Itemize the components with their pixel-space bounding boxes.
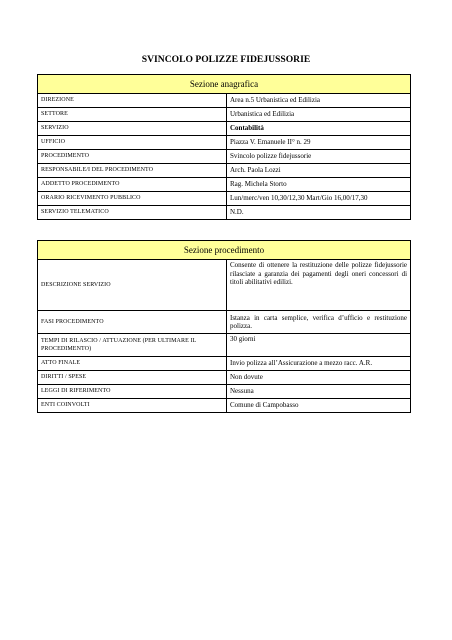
row-label-addetto: ADDETTO PROCEDIMENTO <box>38 178 227 192</box>
row-value-atto-finale: Invio polizza all’Assicurazione a mezzo racc. A.R. <box>227 357 411 371</box>
section-anagrafica-table <box>37 74 411 220</box>
table-row <box>38 399 411 413</box>
table-row <box>38 150 411 164</box>
table-row <box>38 206 411 220</box>
row-value-responsabile: Arch. Paola Lozzi <box>227 164 411 178</box>
row-value-fasi: Istanza in carta semplice, verifica d’ufficio e restituzione polizza. <box>227 311 411 334</box>
table-row <box>38 311 411 334</box>
row-label-responsabile: RESPONSABILE/I DEL PROCEDIMENTO <box>38 164 227 178</box>
section-procedimento-header: Sezione procedimento <box>38 241 411 260</box>
row-label-fasi: FASI PROCEDIMENTO <box>38 311 227 334</box>
row-value-procedimento: Svincolo polizze fidejussorie <box>227 150 411 164</box>
row-value-ufficio: Piazza V. Emanuele II° n. 29 <box>227 136 411 150</box>
row-label-enti: ENTI COINVOLTI <box>38 399 227 413</box>
table-row <box>38 178 411 192</box>
row-label-settore: SETTORE <box>38 108 227 122</box>
table-row <box>38 108 411 122</box>
row-value-addetto: Rag. Michela Storto <box>227 178 411 192</box>
section-anagrafica-header: Sezione anagrafica <box>38 75 411 94</box>
table-row <box>38 260 411 311</box>
row-label-direzione: DIREZIONE <box>38 94 227 108</box>
row-value-settore: Urbanistica ed Edilizia <box>227 108 411 122</box>
table-row <box>38 94 411 108</box>
table-row <box>38 371 411 385</box>
row-value-servizio-telematico: N.D. <box>227 206 411 220</box>
row-value-servizio: Contabilità <box>227 122 411 136</box>
row-label-leggi: LEGGI DI RIFERIMENTO <box>38 385 227 399</box>
row-label-atto-finale: ATTO FINALE <box>38 357 227 371</box>
table-row <box>38 334 411 357</box>
row-label-ufficio: UFFICIO <box>38 136 227 150</box>
row-label-servizio: SERVIZIO <box>38 122 227 136</box>
row-label-tempi: TEMPI DI RILASCIO / ATTUAZIONE (PER ULTIMARE IL PROCEDIMENTO) <box>38 334 227 357</box>
page-title: SVINCOLO POLIZZE FIDEJUSSORIE <box>141 54 311 65</box>
row-value-direzione: Area n.5 Urbanistica ed Edilizia <box>227 94 411 108</box>
row-label-descrizione: DESCRIZIONE SERVIZIO <box>38 260 227 311</box>
table-row <box>38 164 411 178</box>
row-label-procedimento: PROCEDIMENTO <box>38 150 227 164</box>
row-value-enti: Comune di Campobasso <box>227 399 411 413</box>
row-label-servizio-telematico: SERVIZIO TELEMATICO <box>38 206 227 220</box>
section-procedimento-table <box>37 240 411 413</box>
table-row <box>38 192 411 206</box>
table-row <box>38 122 411 136</box>
row-value-orario: Lun/merc/ven 10,30/12,30 Mart/Gio 16,00/17,30 <box>227 192 411 206</box>
row-value-descrizione: Consente di ottenere la restituzione delle polizze fidejussorie rilasciate a garanzia dei pagamenti degli oneri concessori di titoli abilitativi edilizi. <box>227 260 411 311</box>
table-row <box>38 136 411 150</box>
table-row <box>38 357 411 371</box>
row-value-tempi: 30 giorni <box>227 334 411 357</box>
row-label-orario: ORARIO RICEVIMENTO PUBBLICO <box>38 192 227 206</box>
row-label-diritti: DIRITTI / SPESE <box>38 371 227 385</box>
table-row <box>38 385 411 399</box>
row-value-leggi: Nessuna <box>227 385 411 399</box>
row-value-diritti: Non dovute <box>227 371 411 385</box>
